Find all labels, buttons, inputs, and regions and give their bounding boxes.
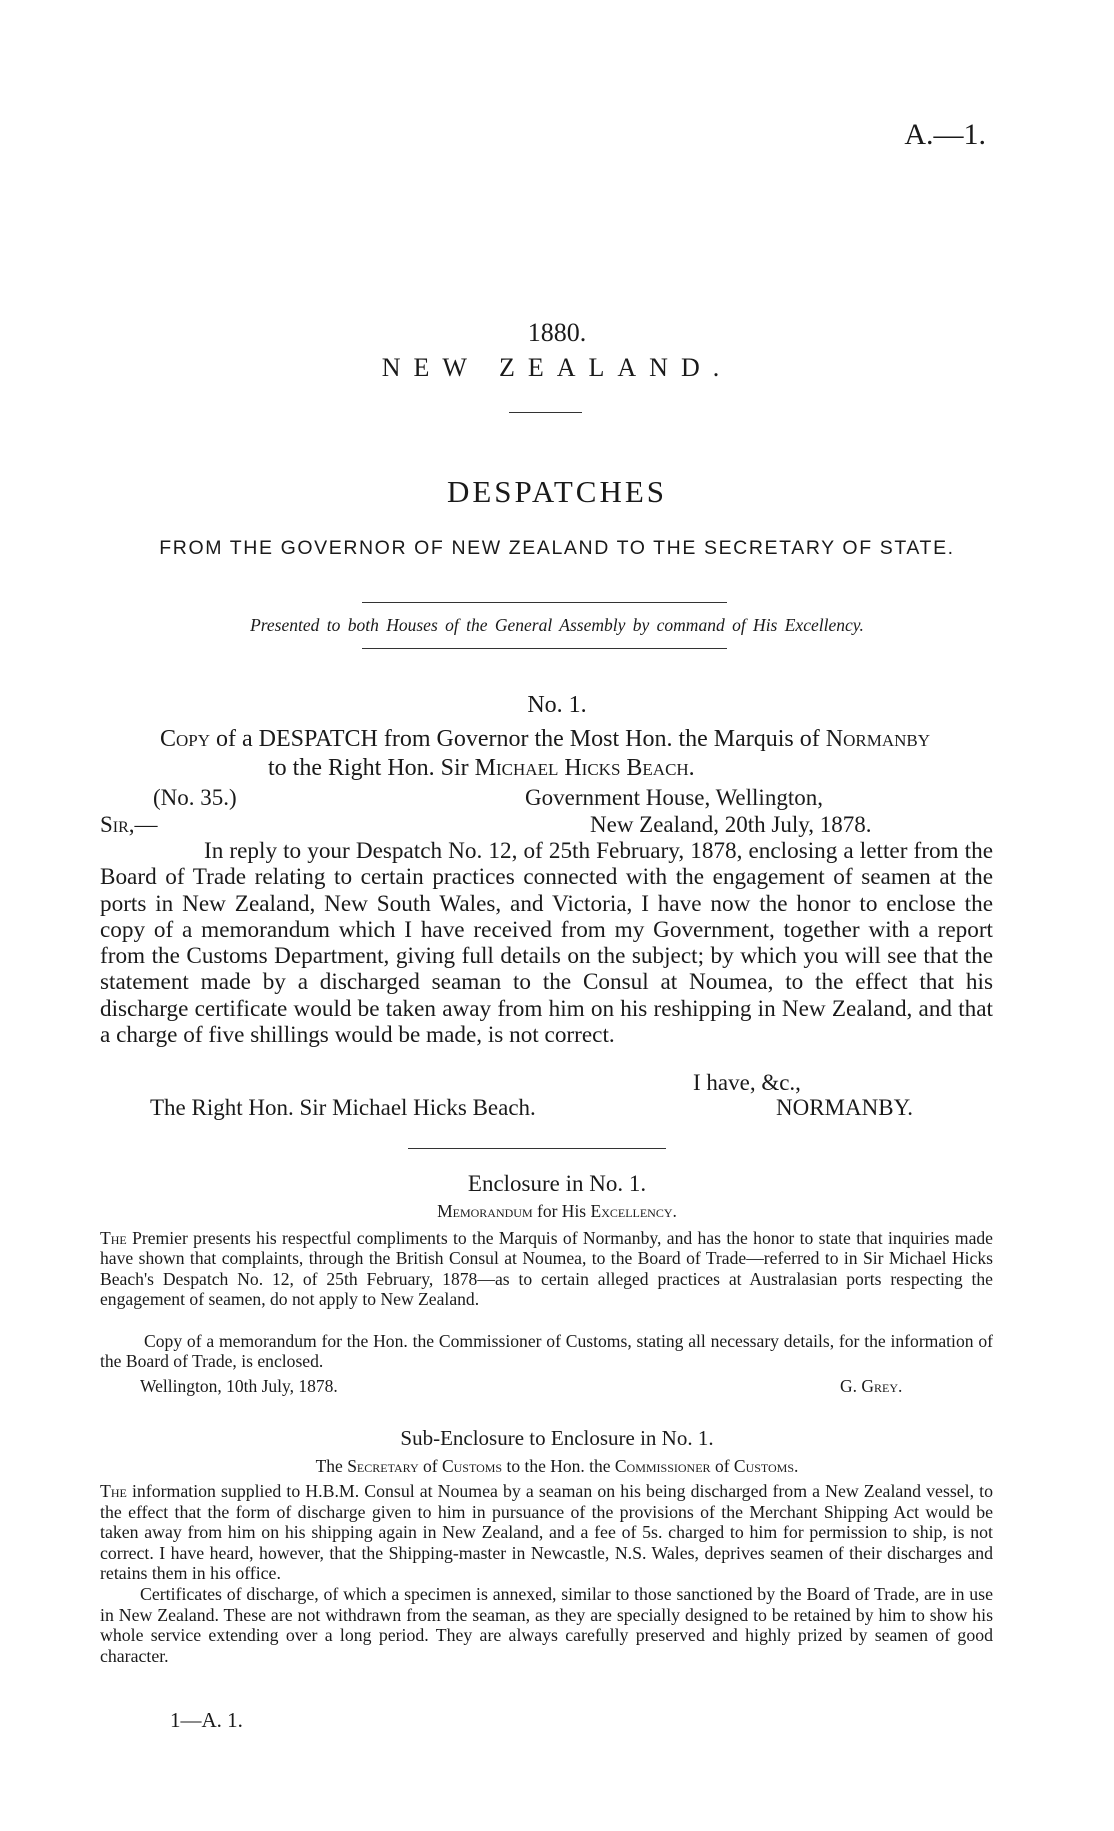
heading-of-2: of [714, 1456, 730, 1476]
heading-to: to the Right Hon. Sir [268, 755, 469, 781]
enclosure-title: Enclosure in No. 1. [467, 1171, 647, 1196]
divider-presented-top [362, 602, 727, 603]
memo-for: for His [537, 1201, 587, 1221]
sub-enclosure-paragraph-1 [100, 1481, 993, 1584]
heading-customs-1: Customs [441, 1456, 503, 1476]
divider-presented-bottom [362, 648, 727, 649]
despatch-date: New Zealand, 20th July, 1878. [590, 812, 872, 837]
heading-the: The [315, 1456, 343, 1476]
memorandum-title [0, 1201, 1114, 1222]
heading-to-hon: to the Hon. the [506, 1456, 611, 1476]
country-heading: NEW ZEALAND. [381, 353, 733, 382]
despatch-place: Government House, Wellington, [525, 785, 823, 810]
salutation: Sir,— [100, 812, 158, 837]
memo-excellency: Excellency. [590, 1201, 677, 1221]
heading-commissioner: Commissioner [614, 1456, 711, 1476]
sub-enclosure-heading [0, 1456, 1114, 1477]
paper-reference: A.—1. [904, 118, 986, 151]
memo-lead: The [100, 1228, 127, 1248]
sub-enclosure-paragraph-2: Certificates of discharge, of which a specimen is annexed, similar to those sanctioned by the Board of Trade, are in use in New Zealand. These are not withdrawn from the seaman, as they are specially designed to be retained by him to show his whole service extending over a long period. They are always carefully preserved and highly prized by seamen of good character. [100, 1584, 993, 1666]
heading-normanby: Normanby [825, 726, 930, 752]
document-subtitle: FROM THE GOVERNOR OF NEW ZEALAND TO THE SECRETARY OF STATE. [159, 537, 955, 559]
despatch-heading-line2 [268, 755, 695, 782]
memorandum-place-date: Wellington, 10th July, 1878. [140, 1376, 338, 1396]
despatch-recipient: The Right Hon. Sir Michael Hicks Beach. [150, 1095, 536, 1120]
heading-customs-2: Customs. [733, 1456, 799, 1476]
despatch-no: (No. 35.) [153, 785, 237, 810]
despatch-number: No. 1. [527, 692, 587, 718]
despatch-heading-line1 [160, 726, 930, 753]
heading-of-1: of [423, 1456, 438, 1476]
sub-enclosure-title: Sub-Enclosure to Enclosure in No. 1. [400, 1426, 714, 1450]
sub-p1-text: information supplied to H.B.M. Consul at Noumea by a seaman on his being discharged from a New Zealand vessel, to the effect that the form of discharge given to him in pursuance of the provisions of the Merchant Shipping Act would be taken away from him on his shipping again in New Zealand, and a fee of 5s. charged to him for permission to ship, is not correct. I have heard, however, that the Shipping-master in Newcastle, N.S. Wales, deprives seamen of their discharges and retains them in his office. [100, 1481, 993, 1583]
divider-short [509, 412, 582, 413]
document-title: DESPATCHES [446, 474, 668, 509]
despatch-signer: NORMANBY. [776, 1095, 913, 1120]
memo-label: Memorandum [437, 1201, 533, 1221]
sub-lead: The [100, 1481, 127, 1501]
heading-main: of a DESPATCH from Governor the Most Hon. the Marquis of [216, 726, 820, 752]
footer-page-reference: 1—A. 1. [170, 1708, 243, 1732]
presented-line: Presented to both Houses of the General Assembly by command of His Excellency. [250, 615, 864, 635]
divider-section [408, 1148, 666, 1149]
heading-secretary: Secretary [347, 1456, 419, 1476]
memo-p1-text: Premier presents his respectful compliments to the Marquis of Normanby, and has the honor to state that inquiries made have shown that complaints, through the British Consul at Noumea, to the Board of Trade—referred to in Sir Michael Hicks Beach's Despatch No. 12, of 25th February, 1878—as to certain alleged practices at Australasian ports respecting the engagement of seamen, do not apply to New Zealand. [100, 1228, 993, 1310]
heading-recipient: Michael Hicks Beach. [474, 755, 695, 781]
despatch-closing: I have, &c., [693, 1070, 801, 1095]
copy-label: Copy [160, 726, 211, 752]
memorandum-paragraph-2: Copy of a memorandum for the Hon. the Commissioner of Customs, stating all necessary details, for the information of the Board of Trade, is enclosed. [100, 1331, 993, 1372]
despatch-body: In reply to your Despatch No. 12, of 25th February, 1878, enclosing a letter from the Board of Trade relating to certain practices connected with the engagement of seamen at the ports in New Zealand, New South Wales, and Victoria, I have now the honor to enclose the copy of a memorandum which I have received from my Government, together with a report from the Customs Department, giving full details on the subject; by which you will see that the statement made by a discharged seaman to the Consul at Noumea, to the effect that his discharge certificate would be taken away from him on his reshipping in New Zealand, and that a charge of five shillings would be made, is not correct. [100, 838, 993, 1049]
year: 1880. [527, 318, 587, 347]
memorandum-signer: G. Grey. [840, 1376, 903, 1396]
memorandum-paragraph-1 [100, 1228, 993, 1310]
